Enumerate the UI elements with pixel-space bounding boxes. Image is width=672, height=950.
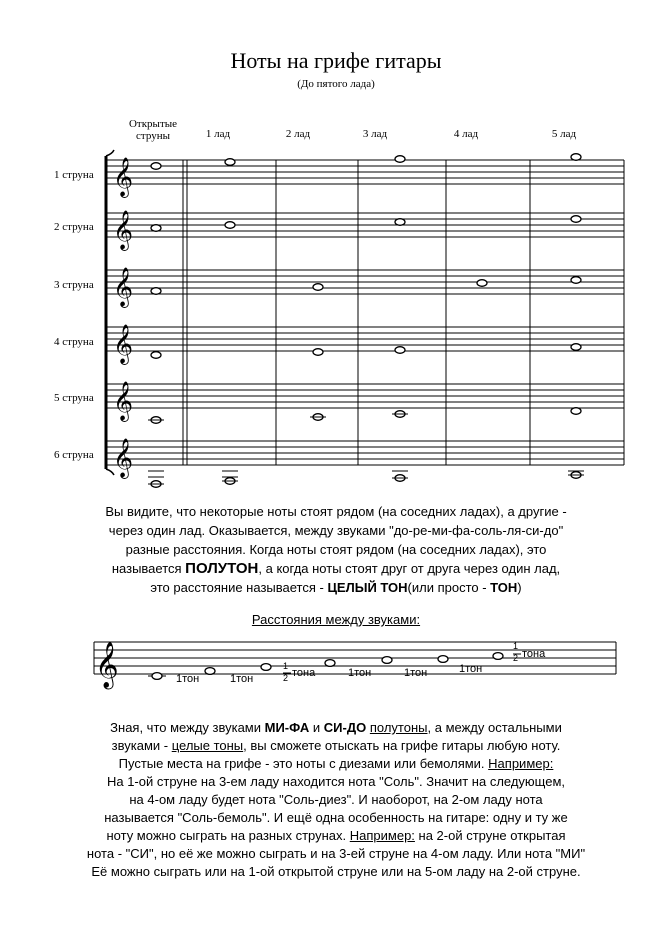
p1-l4a: называется [111,561,186,576]
header-fret-4: 4 лад [453,128,479,140]
p2-l2c: , вы сможете отыскать на грифе гитары любую ноту. [243,738,561,753]
term-tone: ТОН [490,580,518,595]
staff-4 [106,327,624,351]
p2-l7a: ноту можно сыграть на разных струнах. [106,828,350,843]
page-subtitle: (До пятого лада) [297,78,375,90]
interval-label-4: 1тон [404,667,428,679]
note-s2-fret1 [225,222,235,229]
note-s5-fret5 [571,408,581,415]
term-whole-tone: ЦЕЛЫЙ ТОН [327,580,408,595]
string-label-2: 2 струна [54,221,94,233]
p2-l3a: Пустые места на грифе - это ноты с диезами или бемолями. [118,756,489,771]
header-fret-2: 2 лад [285,128,311,140]
p2-line3 [40,755,632,773]
interval-note-re [205,668,215,675]
note-s3-fret5 [571,277,581,284]
note-s3-fret4 [477,280,487,287]
interval-note-la [438,656,448,663]
p2-l2a: звуками - [111,738,172,753]
term-example-2: Например: [349,828,415,843]
term-semitones: полутоны [369,720,428,735]
interval-note-mi [261,664,271,671]
note-s1-fret5 [571,154,581,161]
treble-clef-3: 𝄞 [113,267,134,307]
interval-label-3: 1тон [348,667,372,679]
note-s1-fret3 [395,156,405,163]
note-s3-fret2 [313,284,323,291]
interval-note-do [152,673,162,680]
p2-line1 [40,719,632,737]
term-mi-fa: МИ-ФА [264,720,310,735]
p2-l7c: на 2-ой струне открытая [414,828,566,843]
p1-line5 [40,578,632,597]
p2-line6: называется "Соль-бемоль". И ещё одна особенность на гитаре: одну и ту же [104,810,568,825]
note-s4-fret3 [395,347,405,354]
p2-line5: на 4-ом ладу будет нота "Соль-диез". И наоборот, на 2-ом ладу нота [129,792,543,807]
treble-clef-5: 𝄞 [113,381,134,421]
term-semitone: ПОЛУТОН [185,560,259,577]
header-fret-1: 1 лад [205,128,231,140]
note-s2-open [151,225,161,232]
p2-l1c: и [309,720,324,735]
p1-l4c: , а когда ноты стоят друг от друга через один лад, [258,561,561,576]
intervals-title: Расстояния между звуками: [251,612,421,627]
p1-l5e: ) [517,580,522,595]
interval-label-5: 1тон [459,663,483,675]
string-label-6: 6 струна [54,449,94,461]
usage-paragraph [40,719,632,881]
note-s3-open [151,288,161,295]
treble-clef-6: 𝄞 [113,438,134,478]
interval-label-half-1: тона [292,667,316,679]
term-si-do: СИ-ДО [323,720,367,735]
interval-label-2: 1тон [230,673,254,685]
interval-frac2-num: 1 [513,641,519,651]
interval-frac1-num: 1 [283,661,289,671]
p2-line7 [40,827,632,845]
p1-line3: разные расстояния. Когда ноты стоят рядом (на соседних ладах), это [125,542,547,557]
staff-6 [106,441,624,465]
p2-line9: Её можно сыграть или на 1-ой открытой струне или на 5-ом ладу на 2-ой струне. [91,864,581,879]
string-label-5: 5 струна [54,392,94,404]
string-label-3: 3 струна [54,279,94,291]
p1-line2: через один лад. Оказывается, между звуками "до-ре-ми-фа-соль-ля-си-до" [108,523,564,538]
term-example-1: Например: [488,756,554,771]
term-whole-tones: целые тоны [171,738,244,753]
note-s4-open [151,352,161,359]
p1-l5c: (или просто - [407,580,491,595]
p2-line8: нота - "СИ", но её же можно сыграть и на 3-ей струне на 4-ом ладу. Или нота "МИ" [86,846,586,861]
p2-line2 [40,737,632,755]
string-label-1: 1 струна [54,169,94,181]
treble-clef-4: 𝄞 [113,324,134,364]
staff-5 [106,384,624,408]
explanation-paragraph [40,502,632,597]
note-s4-fret5 [571,344,581,351]
treble-clef-intervals: 𝄞 [95,642,119,688]
interval-note-sol [382,657,392,664]
interval-note-fa [325,660,335,667]
note-s1-open [151,163,161,170]
interval-note-si [493,653,503,660]
p1-line1: Вы видите, что некоторые ноты стоят рядом (на соседних ладах), а другие - [105,504,567,519]
staff-3 [106,270,624,294]
note-s4-fret2 [313,349,323,356]
bracket-top-hook [106,150,114,156]
header-open-line2: струны [136,130,170,142]
p2-line4: На 1-ой струне на 3-ем ладу находится нота "Соль". Значит на следующем, [106,774,566,789]
header-fret-3: 3 лад [362,128,388,140]
interval-label-half-2: тона [522,648,546,660]
page-title: Ноты на грифе гитары [230,48,442,73]
p1-line4 [40,559,632,578]
note-s1-fret1 [225,159,235,166]
header-fret-5: 5 лад [551,128,577,140]
p2-l1a: Зная, что между звуками [110,720,265,735]
note-s2-fret5 [571,216,581,223]
interval-frac2-den: 2 [513,653,519,663]
interval-frac1-den: 2 [283,673,289,683]
p1-l5a: это расстояние называется - [150,580,328,595]
staff-1 [106,160,624,184]
treble-clef-1: 𝄞 [113,157,134,197]
interval-label-1: 1тон [176,673,200,685]
staff-2 [106,213,624,237]
treble-clef-2: 𝄞 [113,210,134,250]
p2-l1g: , а между остальными [427,720,562,735]
note-s2-fret3 [395,219,405,226]
header-open-line1: Открытые [128,118,178,130]
string-label-4: 4 струна [54,336,94,348]
